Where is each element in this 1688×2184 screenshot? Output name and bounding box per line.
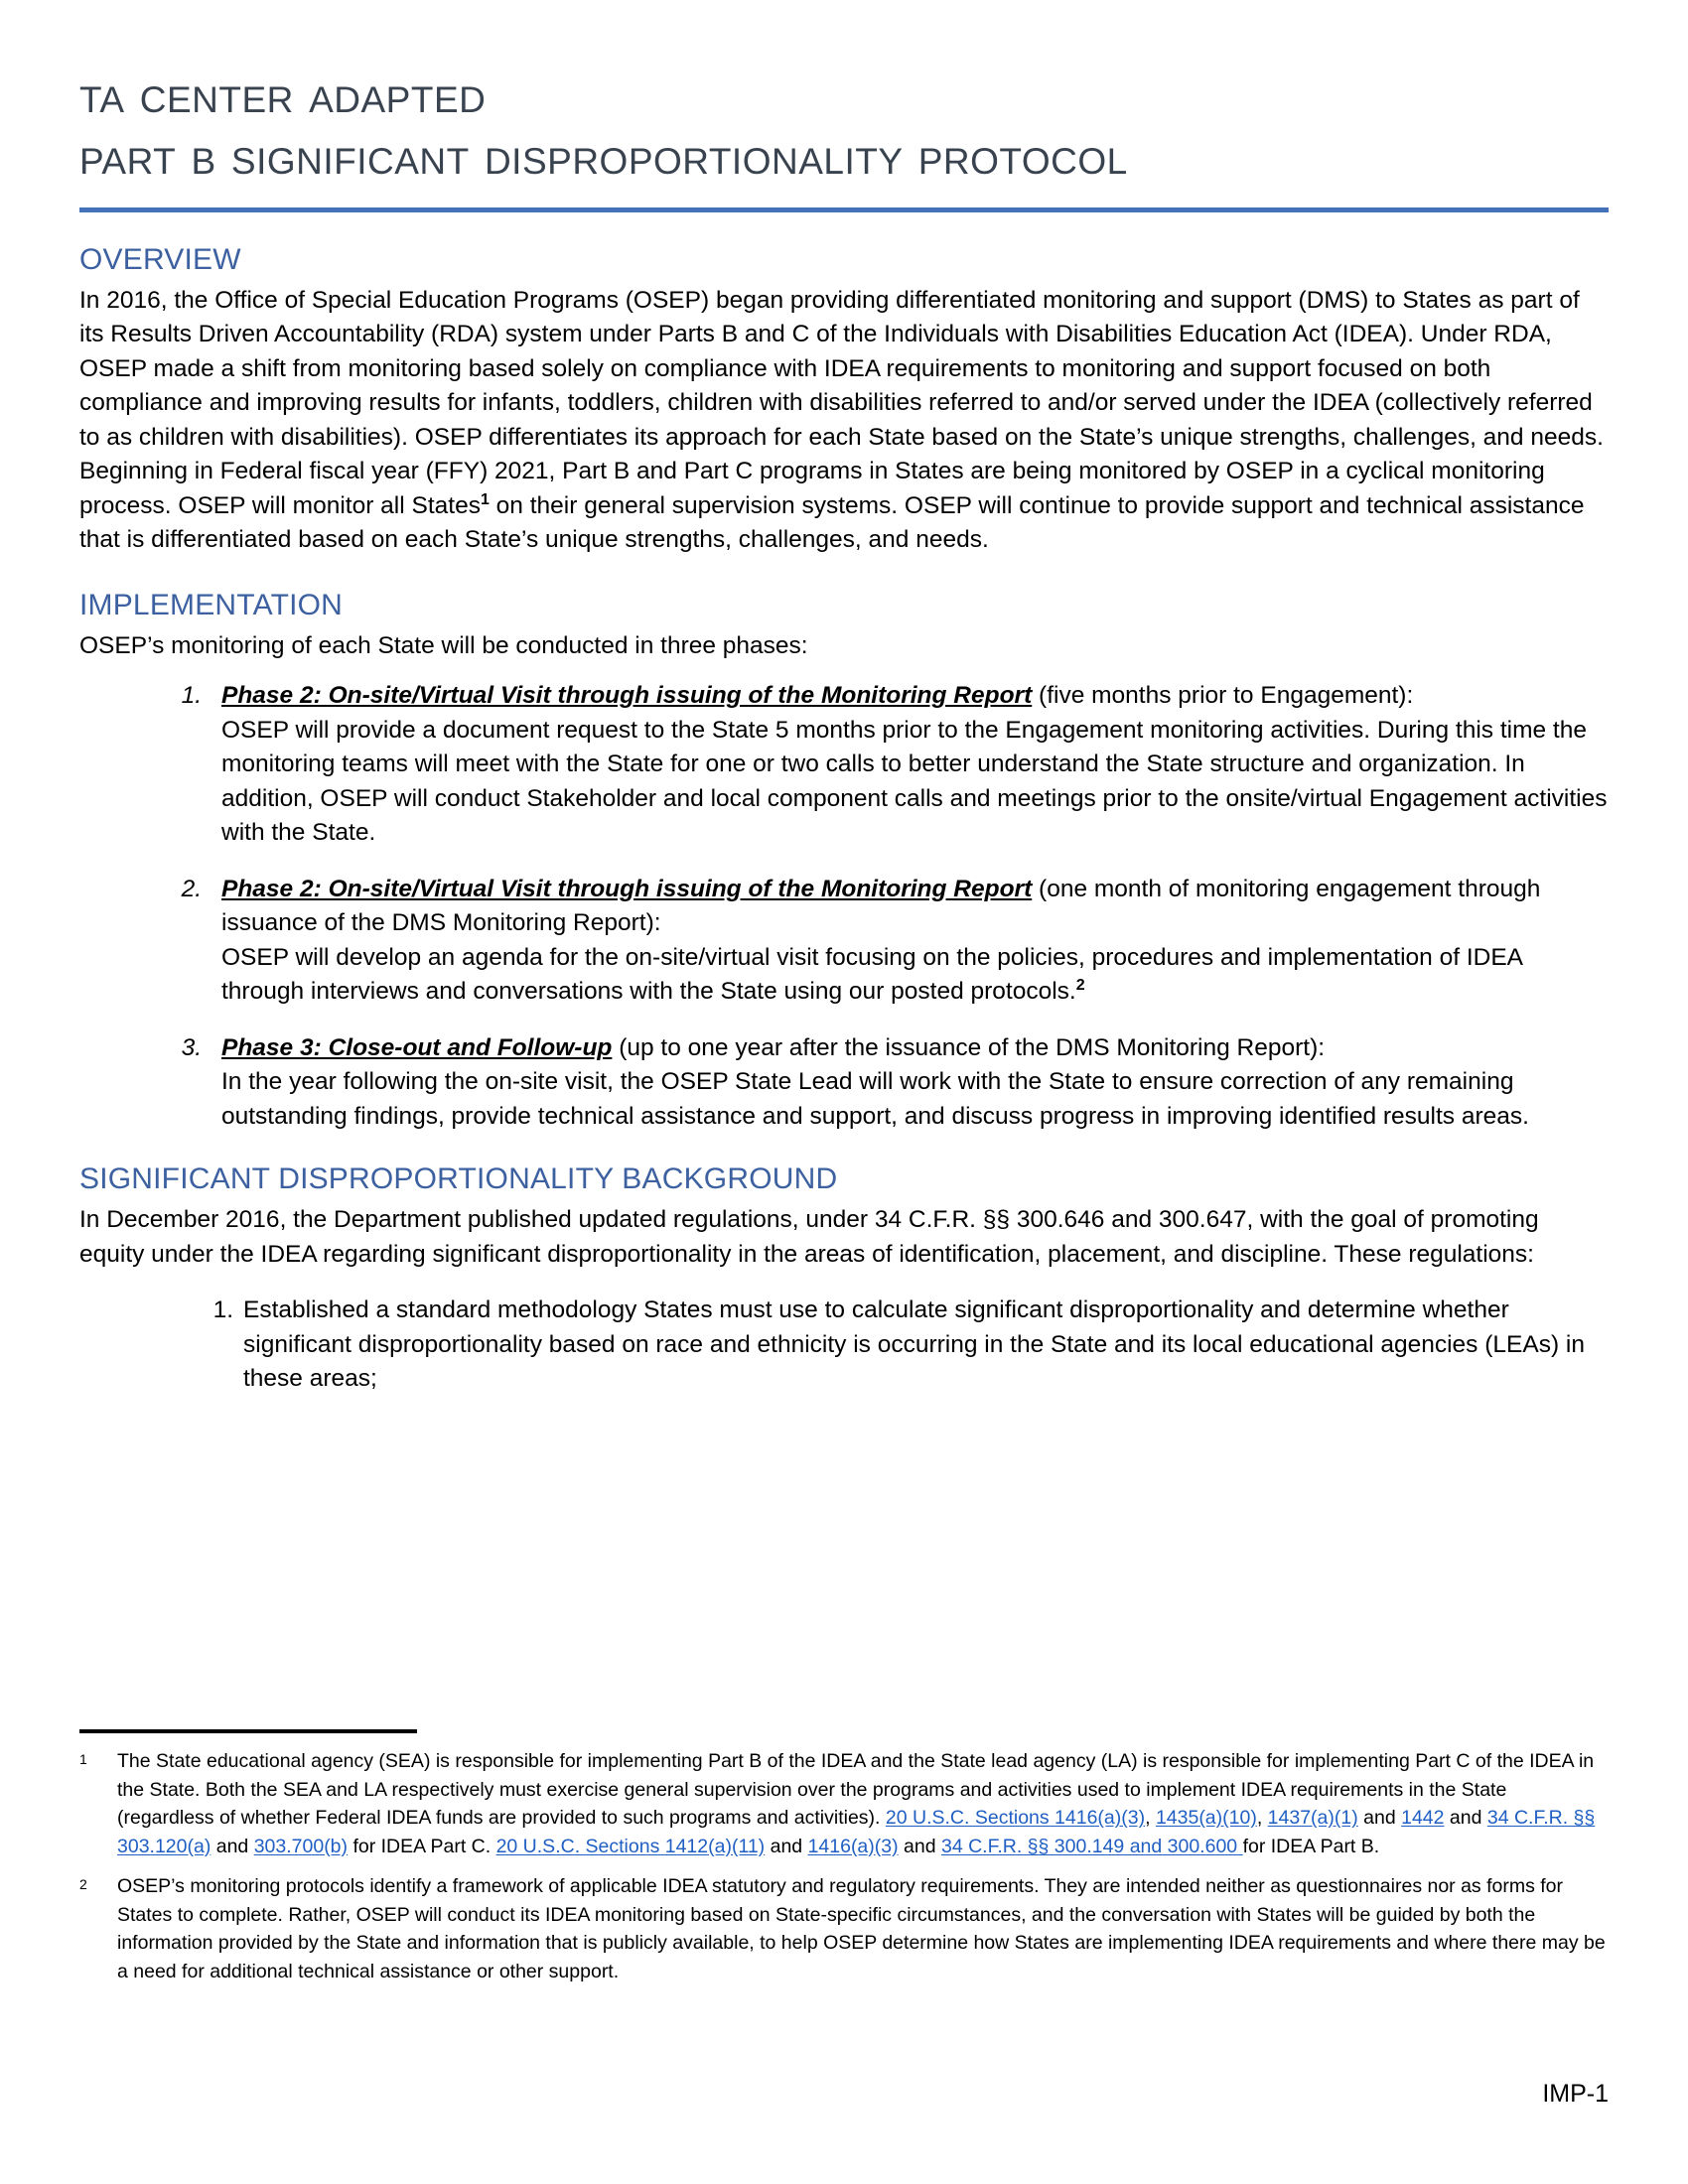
list-item: [147, 679, 1609, 851]
footnote-link-34-cfr-303-120a[interactable]: 34 C.F.R. §§ 303.120(a): [117, 1807, 1596, 1857]
document-title-block: [79, 0, 1609, 212]
section-heading-significant-disproportionality-background: SIGNIFICANT DISPROPORTIONALITY BACKGROUND: [79, 1162, 838, 1196]
page-title-line-1: ta center adapted: [79, 66, 487, 124]
footnote-link-1437a1[interactable]: 1437(a)(1): [1267, 1807, 1358, 1829]
footnote-1-text: The State educational agency (SEA) is responsible for implementing Part B of the IDEA and the State lead agency (LA) is responsible for implementing Part C of the IDEA in the State. Both the SEA and LA respectively must exercise general supervision over the programs and activities used to implement IDEA requirements in the State (regardless of whether Federal IDEA funds are provided to such programs and activities).: [117, 1750, 1595, 1829]
phase-label: Phase 2: On-site/Virtual Visit through issuing of the Monitoring Report: [221, 682, 1033, 710]
phase-body: In the year following the on-site visit, the OSEP State Lead will work with the State to ensure correction of any remaining outstanding findings, provide technical assistance and support, and discuss progress in improving identified results areas.: [221, 1068, 1529, 1130]
footnote-1-tail: for IDEA Part B.: [1242, 1835, 1380, 1857]
section-heading-overview: OVERVIEW: [79, 242, 241, 276]
sep: and: [898, 1835, 941, 1857]
list-marker: 1.: [181, 682, 202, 710]
title-divider-rule: [79, 207, 1609, 212]
phase-label: Phase 3: Close-out and Follow-up: [221, 1033, 613, 1061]
footnote-link-20-usc-1412a11[interactable]: 20 U.S.C. Sections 1412(a)(11): [495, 1835, 766, 1857]
phase-parenthetical: (five months prior to Engagement):: [1032, 682, 1414, 710]
footnote-link-1442[interactable]: 1442: [1401, 1807, 1445, 1829]
overview-text-part-1: In 2016, the Office of Special Education Programs (OSEP) began providing differentiated monitoring and support (DMS) to States as part of its Results Driven Accountability (RDA) system under Parts B and C of the Individuals with Disabilities Education Act (IDEA). Under RDA, OSEP made a shift from monitoring based solely on compliance with IDEA requirements to monitoring and support focused on both compliance and improving results for infants, toddlers, children with disabilities referred to and/or served under the IDEA (collectively referred to as children with disabilities). OSEP differentiates its approach for each State based on the State’s unique strengths, challenges, and needs. Beginning in Federal fiscal year (FFY) 2021, Part B and Part C programs in States are being monitored by OSEP in a cyclical monitoring process. OSEP will monitor all States: [79, 286, 1604, 519]
page-number-label: IMP-1: [1542, 2080, 1609, 2108]
overview-paragraph: [79, 284, 1609, 558]
footnote-link-1435a10[interactable]: 1435(a)(10): [1155, 1807, 1257, 1829]
footnote-number: 1: [79, 1751, 87, 1767]
footnote-link-34-cfr-300-149-300-600[interactable]: 34 C.F.R. §§ 300.149 and 300.600: [940, 1835, 1243, 1857]
list-item: [147, 873, 1609, 1010]
regulation-body: Established a standard methodology States must use to calculate significant disproportionality and determine whether significant disproportionality based on race and ethnicity is occurring in the State and its local educational agencies (LEAs) in these areas;: [243, 1297, 1585, 1393]
phase-parenthetical: (one month of monitoring engagement through issuance of the DMS Monitoring Report):: [221, 875, 1541, 937]
page-title-line-2: part b significant disproportionality protocol: [79, 127, 1128, 187]
list-item: [179, 1294, 1609, 1397]
sep: and: [211, 1835, 254, 1857]
list-marker: 3.: [181, 1033, 202, 1061]
phase-parenthetical: (up to one year after the issuance of the DMS Monitoring Report):: [612, 1033, 1326, 1061]
sep: ,: [1145, 1807, 1156, 1829]
footnote-ref-2[interactable]: 2: [1075, 977, 1085, 995]
sep: and: [1444, 1807, 1487, 1829]
implementation-phase-list: [79, 679, 1609, 1134]
footnote-link-1416a3-partb[interactable]: 1416(a)(3): [807, 1835, 899, 1857]
footnote-1: [79, 1747, 1609, 1860]
background-intro: In December 2016, the Department published updated regulations, under 34 C.F.R. §§ 300.646 and 300.647, with the goal of promoting equity under the IDEA regarding significant disproportionality in the areas of identification, placement, and discipline. These regulations:: [79, 1206, 1539, 1268]
section-heading-implementation: IMPLEMENTATION: [79, 588, 344, 621]
sep: and: [765, 1835, 808, 1857]
phase-body: OSEP will provide a document request to the State 5 months prior to the Engagement monitoring activities. During this time the monitoring teams will meet with the State for one or two calls to better understand the State structure and organization. In addition, OSEP will conduct Stakeholder and local component calls and meetings prior to the onsite/virtual Engagement activities with the State.: [221, 716, 1608, 847]
phase-label: Phase 2: On-site/Virtual Visit through issuing of the Monitoring Report: [221, 875, 1033, 902]
implementation-intro: OSEP’s monitoring of each State will be conducted in three phases:: [79, 631, 808, 659]
footnote-link-20-usc-1416a3[interactable]: 20 U.S.C. Sections 1416(a)(3): [885, 1807, 1146, 1829]
footnote-number: 2: [79, 1876, 87, 1892]
sep: ,: [1256, 1807, 1268, 1829]
list-item: [147, 1031, 1609, 1135]
list-marker: 2.: [181, 875, 202, 902]
footnote-2-text: OSEP’s monitoring protocols identify a framework of applicable IDEA statutory and regulatory requirements. They are intended neither as questionnaires nor as forms for States to complete. Rather, OSEP will conduct its IDEA monitoring based on State-specific circumstances, and the conversation with States will be guided by both the information provided by the State and information that is publicly available, to help OSEP determine how States are implementing IDEA requirements and where there may be a need for additional technical assistance or other support.: [117, 1875, 1606, 1982]
footnote-2: [79, 1872, 1609, 1985]
phase-body: OSEP will develop an agenda for the on-site/virtual visit focusing on the policies, procedures and implementation of IDEA through interviews and conversations with the State using our posted protocols.: [221, 943, 1522, 1006]
footnote-ref-1[interactable]: 1: [480, 490, 490, 508]
background-regulation-list: [79, 1294, 1609, 1397]
footnote-area: [79, 1729, 1609, 1997]
sep: and: [1357, 1807, 1402, 1829]
overview-text-part-2: on their general supervision systems. OSEP will continue to provide support and technical assistance that is differentiated based on each State’s unique strengths, challenges, and needs.: [79, 491, 1585, 554]
footnote-link-303-700b[interactable]: 303.700(b): [253, 1835, 349, 1857]
sep: for IDEA Part C.: [348, 1835, 496, 1857]
list-marker: 1.: [212, 1297, 233, 1324]
footnote-separator-rule: [79, 1729, 417, 1733]
